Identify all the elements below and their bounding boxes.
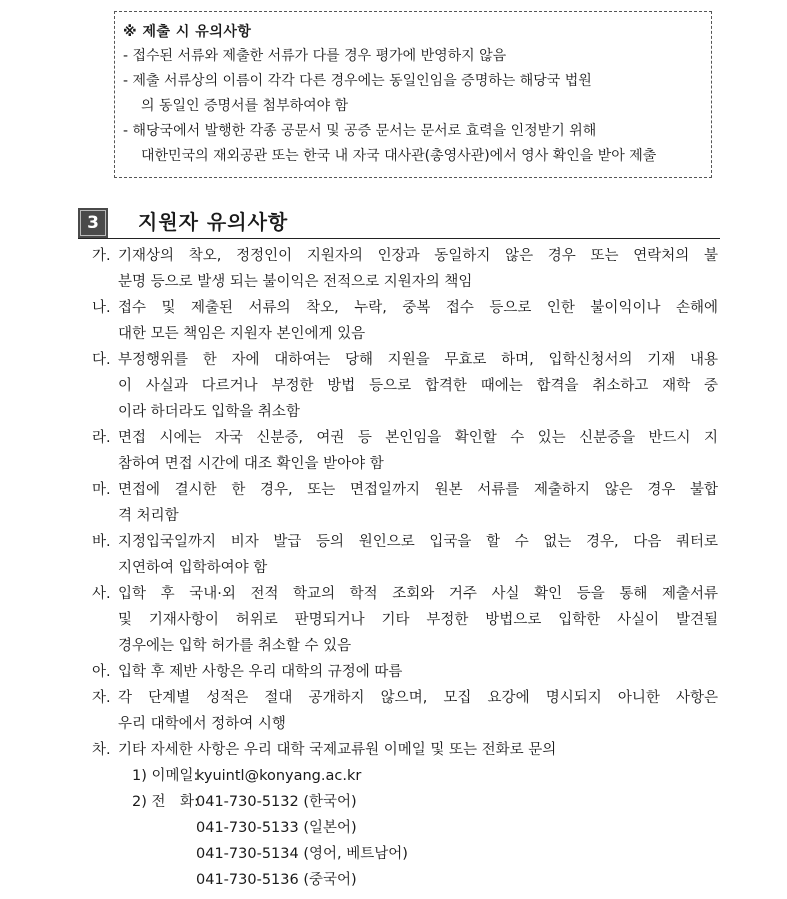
phone-number: 041-730-5134 (영어, 베트남어) xyxy=(196,846,408,862)
item-line: 면접 시에는 자국 신분증, 여권 등 본인임을 확인할 수 있는 신분증을 반드시 지 xyxy=(118,430,718,446)
list-item xyxy=(92,685,718,737)
item-line: 입학 후 제반 사항은 우리 대학의 규정에 따름 xyxy=(118,664,403,680)
section-title: 지원자 유의사항 xyxy=(138,210,289,234)
notice-line: - 접수된 서류와 제출한 서류가 다를 경우 평가에 반영하지 않음 xyxy=(123,48,507,64)
phone-row xyxy=(118,789,718,815)
submission-notice-box xyxy=(114,11,712,178)
item-line: 참하여 면접 시간에 대조 확인을 받아야 함 xyxy=(118,456,384,472)
item-marker: 사. xyxy=(92,586,111,602)
item-line: 지연하여 입학하여야 함 xyxy=(118,560,268,576)
list-item xyxy=(92,529,718,581)
item-line: 우리 대학에서 정하여 시행 xyxy=(118,716,286,732)
notice-line: - 제출 서류상의 이름이 각각 다른 경우에는 동일인임을 증명하는 해당국 법원 xyxy=(123,73,592,89)
phone-row xyxy=(118,841,718,867)
notice-item xyxy=(123,119,703,169)
notice-line: - 해당국에서 발행한 각종 공문서 및 공증 문서는 문서로 효력을 인정받기 위해 xyxy=(123,123,597,139)
item-line: 접수 및 제출된 서류의 착오, 누락, 중복 접수 등으로 인한 불이익이나 손해에 xyxy=(118,300,718,316)
item-line: 부정행위를 한 자에 대하여는 당해 지원을 무효로 하며, 입학신청서의 기재 내용 xyxy=(118,352,718,368)
list-item xyxy=(92,659,718,685)
item-marker: 가. xyxy=(92,248,111,264)
item-line: 이 사실과 다르거나 부정한 방법 등으로 합격한 때에는 합격을 취소하고 재학 중 xyxy=(118,378,718,394)
item-marker: 아. xyxy=(92,664,111,680)
item-line: 기타 자세한 사항은 우리 대학 국제교류원 이메일 및 또는 전화로 문의 xyxy=(118,742,557,758)
item-line: 각 단계별 성적은 절대 공개하지 않으며, 모집 요강에 명시되지 아니한 사항은 xyxy=(118,690,718,706)
item-marker: 나. xyxy=(92,300,111,316)
applicant-notes-list xyxy=(92,243,718,893)
notice-line: 의 동일인 증명서를 첨부하여야 함 xyxy=(141,98,349,114)
list-item xyxy=(92,243,718,295)
item-line: 이라 하더라도 입학을 취소함 xyxy=(118,404,300,420)
list-item xyxy=(92,581,718,659)
email-label: 1) 이메일: xyxy=(132,768,199,784)
item-line: 지정입국일까지 비자 발급 등의 원인으로 입국을 할 수 없는 경우, 다음 쿼터로 xyxy=(118,534,718,550)
notice-item xyxy=(123,44,703,69)
notice-item xyxy=(123,69,703,119)
item-line: 대한 모든 책임은 지원자 본인에게 있음 xyxy=(118,326,366,342)
section-number-badge: 3 xyxy=(78,208,108,238)
item-marker: 자. xyxy=(92,690,111,706)
section-header xyxy=(78,208,720,239)
phone-row xyxy=(118,867,718,893)
item-line: 경우에는 입학 허가를 취소할 수 있음 xyxy=(118,638,352,654)
item-line: 기재상의 착오, 정정인이 지원자의 인장과 동일하지 않은 경우 또는 연락처의 불 xyxy=(118,248,718,264)
item-marker: 바. xyxy=(92,534,111,550)
contact-info xyxy=(92,763,718,893)
item-line: 입학 후 국내·외 전적 학교의 학적 조회와 거주 사실 확인 등을 통해 제출서류 xyxy=(118,586,718,602)
phone-number: 041-730-5136 (중국어) xyxy=(196,872,357,888)
email-row xyxy=(118,763,718,789)
phone-number: 041-730-5133 (일본어) xyxy=(196,820,357,836)
item-marker: 마. xyxy=(92,482,111,498)
item-line: 및 기재사항이 허위로 판명되거나 기타 부정한 방법으로 입학한 사실이 발견될 xyxy=(118,612,718,628)
notice-title: ※ 제출 시 유의사항 xyxy=(123,24,252,40)
email-address: kyuintl@konyang.ac.kr xyxy=(196,768,362,784)
list-item xyxy=(92,295,718,347)
item-marker: 차. xyxy=(92,742,111,758)
list-item xyxy=(92,737,718,763)
item-line: 면접에 결시한 한 경우, 또는 면접일까지 원본 서류를 제출하지 않은 경우 불합 xyxy=(118,482,718,498)
list-item xyxy=(92,477,718,529)
item-line: 분명 등으로 발생 되는 불이익은 전적으로 지원자의 책임 xyxy=(118,274,473,290)
item-marker: 다. xyxy=(92,352,111,368)
list-item xyxy=(92,347,718,425)
item-marker: 라. xyxy=(92,430,111,446)
notice-line: 대한민국의 재외공관 또는 한국 내 자국 대사관(총영사관)에서 영사 확인을 받아 제출 xyxy=(141,148,657,164)
item-line: 격 처리함 xyxy=(118,508,179,524)
phone-label: 2) 전 화: xyxy=(132,794,199,810)
list-item xyxy=(92,425,718,477)
phone-row xyxy=(118,815,718,841)
phone-number: 041-730-5132 (한국어) xyxy=(196,794,357,810)
